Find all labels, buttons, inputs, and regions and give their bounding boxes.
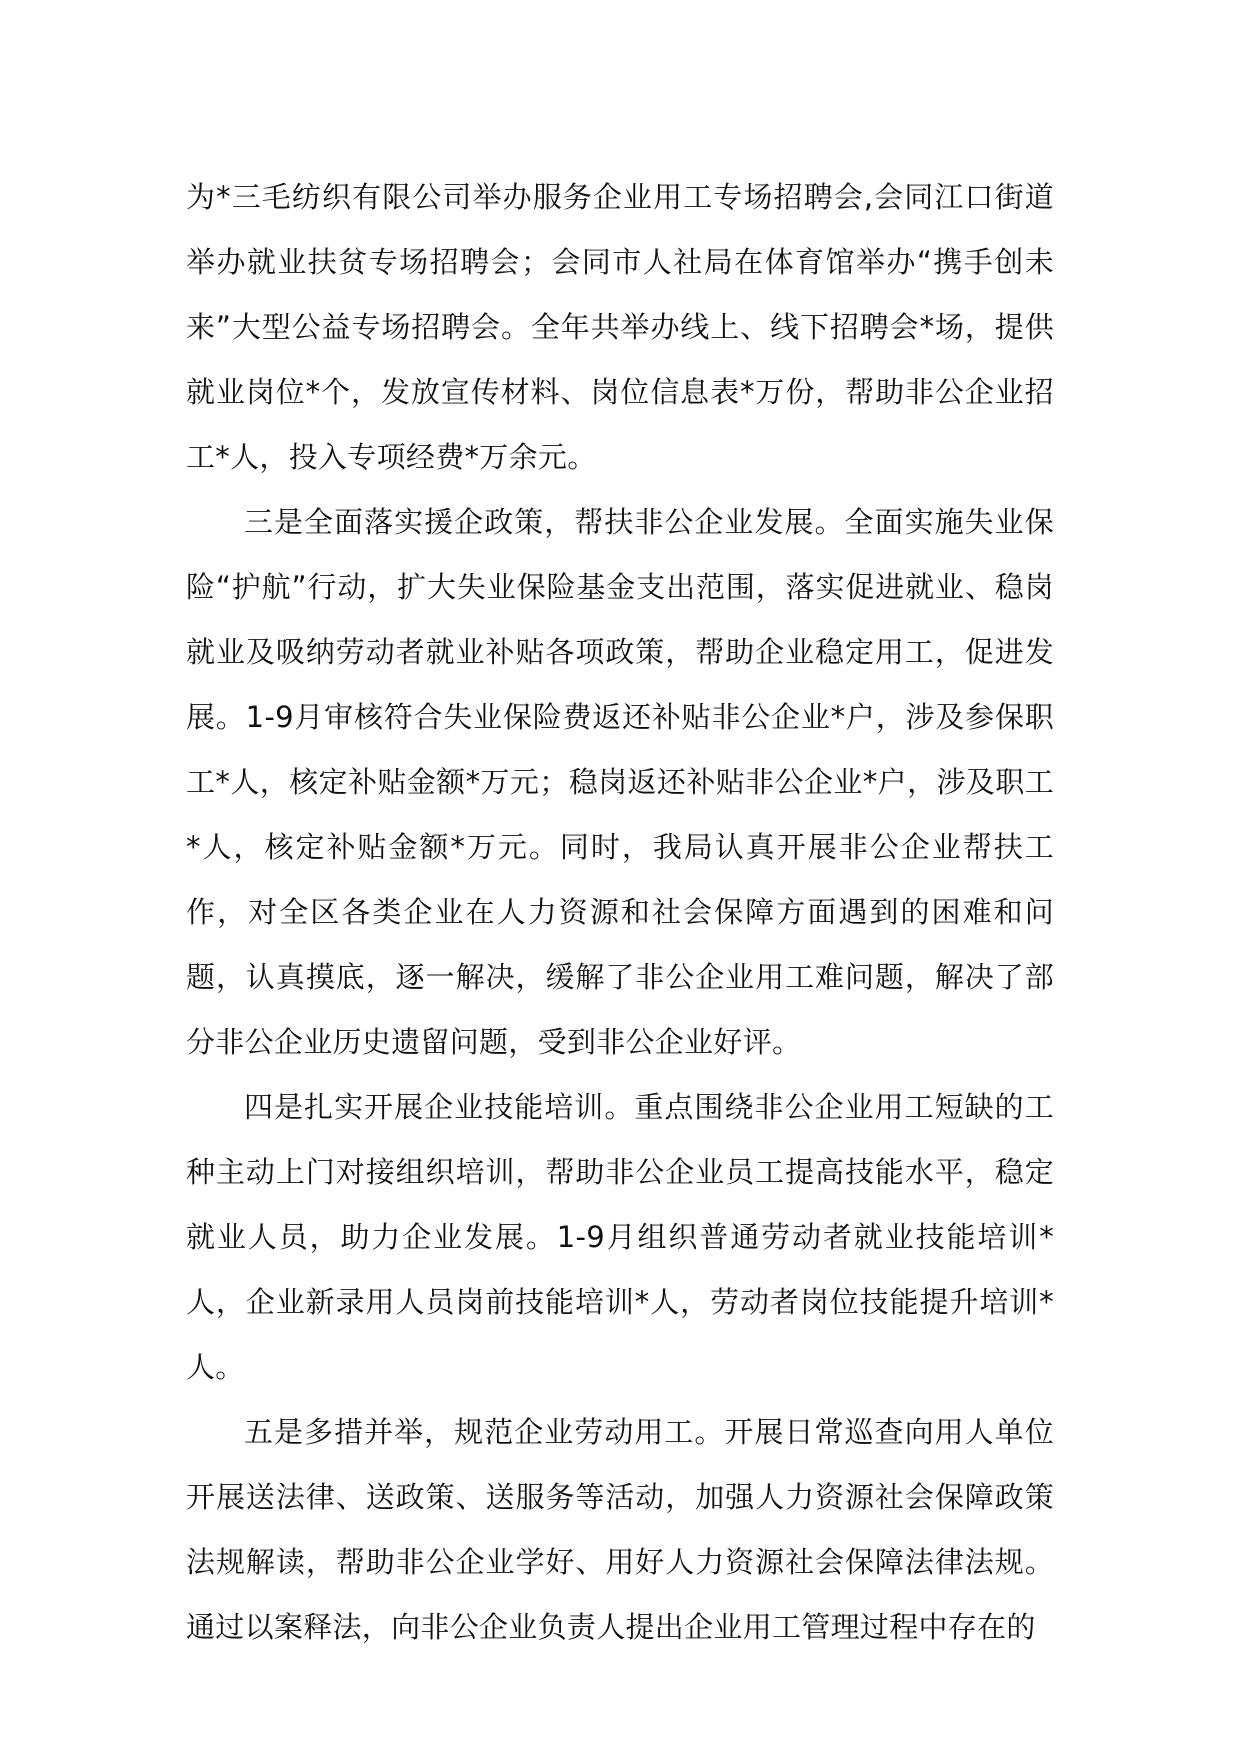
paragraph-4: 五是多措并举，规范企业劳动用工。开展日常巡查向用人单位开展送法律、送政策、送服务等活动，加强人力资源社会保障政策法规解读，帮助非公企业学好、用好人力资源社会保障法律法规。通过以案释法，向非公企业负责人提出企业用工管理过程中存在的	[186, 1415, 1054, 1644]
paragraph-3: 四是扎实开展企业技能培训。重点围绕非公企业用工短缺的工种主动上门对接组织培训，帮助非公企业员工提高技能水平，稳定就业人员，助力企业发展。1-9月组织普通劳动者就业技能培训*人，企业新录用人员岗前技能培训*人，劳动者岗位技能提升培训*人。	[186, 1090, 1054, 1384]
paragraph-1: 为*三毛纺织有限公司举办服务企业用工专场招聘会,会同江口街道举办就业扶贫专场招聘会；会同市人社局在体育馆举办“携手创未来”大型公益专场招聘会。全年共举办线上、线下招聘会*场，提供就业岗位*个，发放宣传材料、岗位信息表*万份，帮助非公企业招工*人，投入专项经费*万余元。	[186, 180, 1054, 474]
document-body	[186, 165, 1054, 1660]
paragraph-2: 三是全面落实援企政策，帮扶非公企业发展。全面实施失业保险“护航”行动，扩大失业保险基金支出范围，落实促进就业、稳岗就业及吸纳劳动者就业补贴各项政策，帮助企业稳定用工，促进发展。1-9月审核符合失业保险费返还补贴非公企业*户，涉及参保职工*人，核定补贴金额*万元；稳岗返还补贴非公企业*户，涉及职工*人，核定补贴金额*万元。同时，我局认真开展非公企业帮扶工作，对全区各类企业在人力资源和社会保障方面遇到的困难和问题，认真摸底，逐一解决，缓解了非公企业用工难问题，解决了部分非公企业历史遗留问题，受到非公企业好评。	[186, 505, 1054, 1059]
